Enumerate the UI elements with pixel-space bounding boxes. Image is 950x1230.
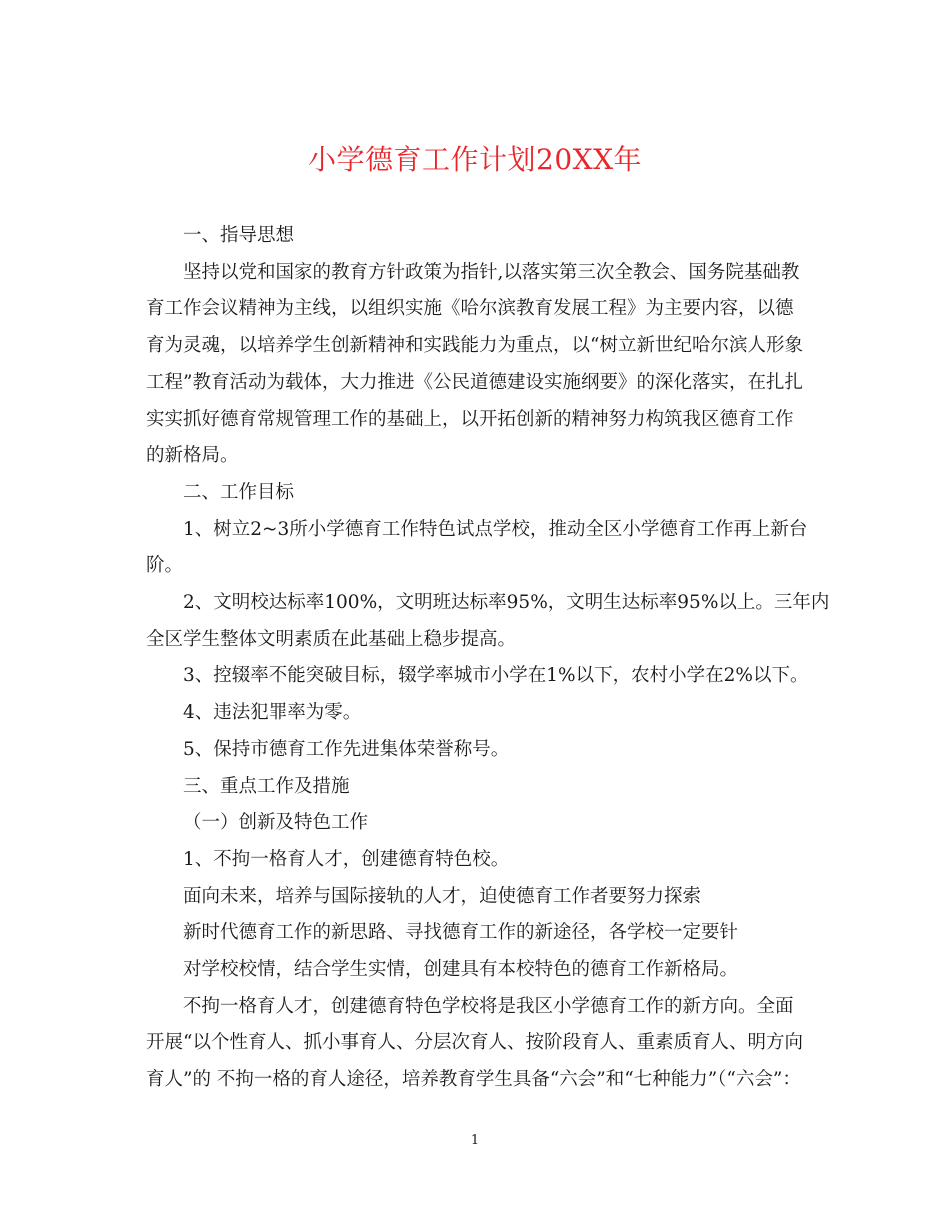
paragraph-line: 育人”的 不拘一格的育人途径，培养教育学生具备“六会”和“七种能力”（“六会”： (146, 1069, 801, 1091)
paragraph-line: 1、不拘一格育人才，创建德育特色校。 (183, 848, 510, 870)
paragraph-line: 实实抓好德育常规管理工作的基础上，以开拓创新的精神努力构筑我区德育工作 (146, 408, 794, 430)
paragraph-line: 4、违法犯罪率为零。 (183, 702, 362, 724)
paragraph-line: 不拘一格育人才，创建德育特色学校将是我区小学德育工作的新方向。全面 (183, 995, 794, 1017)
paragraph-line: 5、保持市德育工作先进集体荣誉称号。 (183, 738, 510, 760)
document-title: 小学德育工作计划20XX年 (308, 143, 642, 176)
paragraph-line: 全区学生整体文明素质在此基础上稳步提高。 (146, 628, 517, 650)
paragraph-line: 坚持以党和国家的教育方针政策为指针,以落实第三次全教会、国务院基础教 (183, 261, 800, 283)
subsection-heading: （一）创新及特色工作 (183, 812, 369, 834)
paragraph-line: 育为灵魂，以培养学生创新精神和实践能力为重点，以“树立新世纪哈尔滨人形象 (146, 335, 803, 357)
paragraph-line: 2、文明校达标率100%，文明班达标率95%，文明生达标率95%以上。三年内 (183, 592, 830, 614)
paragraph-line: 阶。 (146, 555, 184, 577)
section-heading-work-goals: 二、工作目标 (183, 481, 295, 503)
section-heading-key-work: 三、重点工作及措施 (183, 775, 350, 797)
paragraph-line: 开展“以个性育人、抓小事育人、分层次育人、按阶段育人、重素质育人、明方向 (146, 1032, 803, 1054)
paragraph-line: 育工作会议精神为主线，以组织实施《哈尔滨教育发展工程》为主要内容，以德 (146, 298, 794, 320)
section-heading-guiding-ideology: 一、指导思想 (183, 225, 295, 246)
paragraph-line: 新时代德育工作的新思路、寻找德育工作的新途径，各学校一定要针 (183, 922, 739, 944)
document-body (146, 218, 830, 1099)
paragraph-line: 面向未来，培养与国际接轨的人才，迫使德育工作者要努力探索 (183, 885, 702, 907)
paragraph-line: 对学校校情，结合学生实情，创建具有本校特色的德育工作新格局。 (183, 959, 739, 981)
paragraph-line: 1、树立2~3所小学德育工作特色试点学校，推动全区小学德育工作再上新台 (183, 518, 808, 540)
paragraph-line: 3、控辍率不能突破目标，辍学率城市小学在1%以下，农村小学在2%以下。 (183, 665, 809, 687)
paragraph-line: 的新格局。 (146, 445, 239, 467)
paragraph-line: 工程”教育活动为载体，大力推进《公民道德建设实施纲要》的深化落实，在扎扎 (146, 371, 803, 393)
page-number: 1 (470, 1133, 480, 1148)
